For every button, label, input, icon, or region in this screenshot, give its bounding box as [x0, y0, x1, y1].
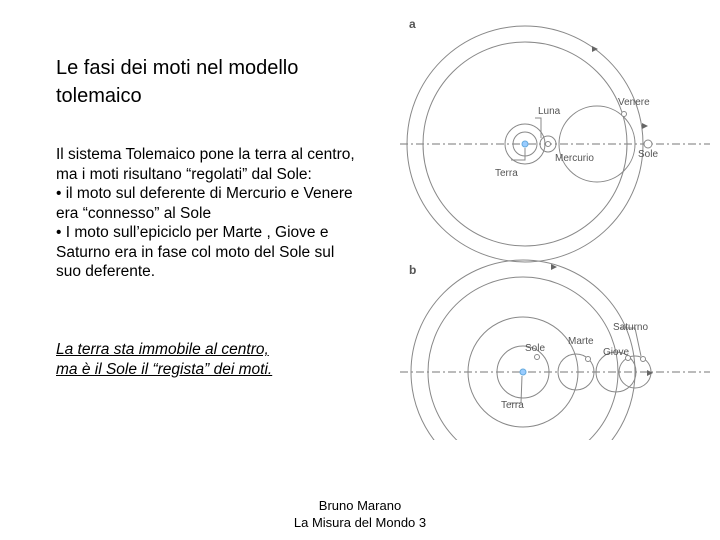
panel-a-luna-pointer — [535, 118, 541, 138]
label-sole-b: Sole — [525, 343, 546, 354]
panel-b-letter: b — [409, 263, 417, 277]
panel-a — [400, 17, 710, 262]
panel-b-terra-pointer — [510, 376, 522, 403]
label-saturno: Saturno — [613, 322, 649, 333]
label-sole-a: Sole — [638, 149, 659, 160]
panel-b-arrow-2 — [647, 370, 653, 376]
label-luna: Luna — [538, 106, 561, 117]
ptolemaic-diagram — [395, 10, 715, 440]
panel-a-letter: a — [409, 17, 416, 31]
label-giove: Giove — [603, 347, 630, 358]
panel-b-saturn-dot — [641, 357, 646, 362]
panel-b-earth-dot — [520, 369, 526, 375]
label-terra-b: Terra — [501, 400, 524, 411]
footer-course: La Misura del Mondo 3 — [293, 515, 427, 530]
footer-author: Bruno Marano — [318, 498, 402, 513]
panel-b — [400, 260, 710, 440]
label-venere: Venere — [618, 97, 650, 108]
panel-b-mars-dot — [586, 357, 591, 362]
panel-a-earth-dot — [522, 141, 528, 147]
panel-a-mercury-dot — [546, 142, 551, 147]
panel-b-sun-dot — [535, 355, 540, 360]
footer — [270, 497, 450, 531]
label-terra-a: Terra — [495, 168, 518, 179]
slide-title: Le fasi dei moti nel modello tolemaico — [56, 57, 299, 107]
slide-conclusion: La terra sta immobile al centro, ma è il Sole il “regista” dei moti. — [56, 341, 273, 378]
panel-a-sun-dot — [644, 140, 652, 148]
slide-body: Il sistema Tolemaico pone la terra al centro, ma i moti risultano “regolati” dal Sole: • il moto sul deferente di Mercurio e Venere era “connesso” al Sole • I moto sull’epiciclo per Marte , Giove e Saturno era in fase col moto del Sole sul suo deferente. — [56, 146, 355, 280]
panel-b-outer-deferent — [411, 260, 635, 440]
panel-a-venus-dot — [622, 112, 627, 117]
panel-a-arrow-2 — [642, 123, 648, 129]
label-mercurio: Mercurio — [555, 153, 594, 164]
label-marte: Marte — [568, 336, 594, 347]
